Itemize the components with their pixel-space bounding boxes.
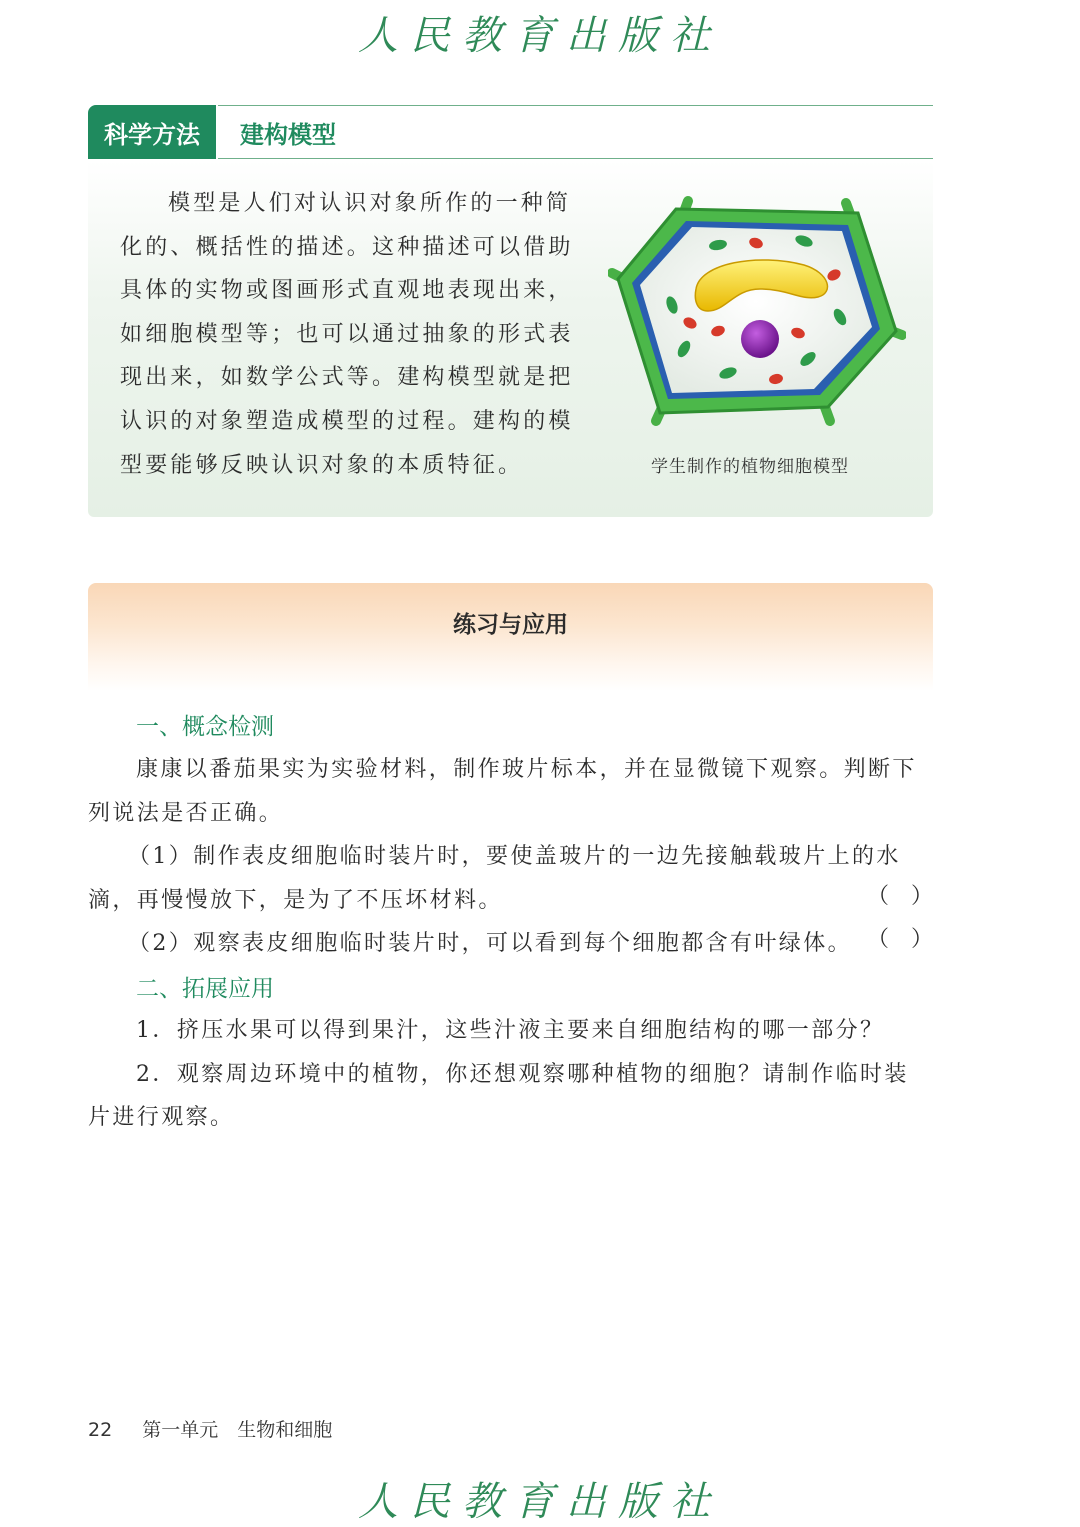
publisher-footer: 人民教育出版社 xyxy=(358,1479,722,1525)
chapter-label: 第一单元 生物和细胞 xyxy=(142,1419,333,1441)
page-number: 22 xyxy=(88,1419,113,1441)
method-line: 如细胞模型等；也可以通过抽象的形式表 xyxy=(120,321,574,347)
method-line: 现出来，如数学公式等。建构模型就是把 xyxy=(120,365,574,391)
method-line: 模型是人们对认识对象所作的一种简 xyxy=(168,191,572,216)
exercise-title: 练习与应用 xyxy=(453,612,568,638)
section2-items xyxy=(88,1009,933,1140)
method-line: 化的、概括性的描述。这种描述可以借助 xyxy=(120,234,574,260)
item-2-line-1: 2．观察周边环境中的植物，你还想观察哪种植物的细胞？请制作临时装 xyxy=(136,1061,909,1087)
section2-heading: 二、拓展应用 xyxy=(136,976,274,1002)
question-1-line-1: （1）制作表皮细胞临时装片时，要使盖玻片的一边先接触载玻片上的水 xyxy=(128,844,901,870)
plant-cell-model-image xyxy=(608,193,906,429)
page-footer xyxy=(88,1415,332,1442)
question-1-line-2: 滴，再慢慢放下，是为了不压坏材料。 xyxy=(88,887,503,913)
answer-blank-2[interactable]: （ ） xyxy=(866,927,933,952)
item-1: 1．挤压水果可以得到果汁，这些汁液主要来自细胞结构的哪一部分？ xyxy=(136,1018,885,1043)
publisher-header: 人民教育出版社 xyxy=(358,13,722,59)
intro-line-2: 列说法是否正确。 xyxy=(88,800,284,826)
method-badge: 科学方法 xyxy=(88,105,216,159)
section1-intro xyxy=(88,748,933,966)
method-text xyxy=(120,182,580,487)
section1-heading: 一、概念检测 xyxy=(136,714,274,740)
method-line: 型要能够反映认识对象的本质特征。 xyxy=(120,452,524,478)
answer-blank-1[interactable]: （ ） xyxy=(866,884,933,909)
nucleus xyxy=(741,320,779,358)
item-2-line-2: 片进行观察。 xyxy=(88,1105,235,1131)
question-2: （2）观察表皮细胞临时装片时，可以看到每个细胞都含有叶绿体。 xyxy=(128,931,852,957)
method-header xyxy=(88,105,933,159)
intro-line-1: 康康以番茄果实为实验材料，制作玻片标本，并在显微镜下观察。判断下 xyxy=(136,757,917,782)
method-line: 认识的对象塑造成模型的过程。建构的模 xyxy=(120,408,574,434)
method-line: 具体的实物或图画形式直观地表现出来， xyxy=(120,278,574,304)
method-title: 建构模型 xyxy=(240,120,336,149)
figure-caption: 学生制作的植物细胞模型 xyxy=(651,457,849,477)
